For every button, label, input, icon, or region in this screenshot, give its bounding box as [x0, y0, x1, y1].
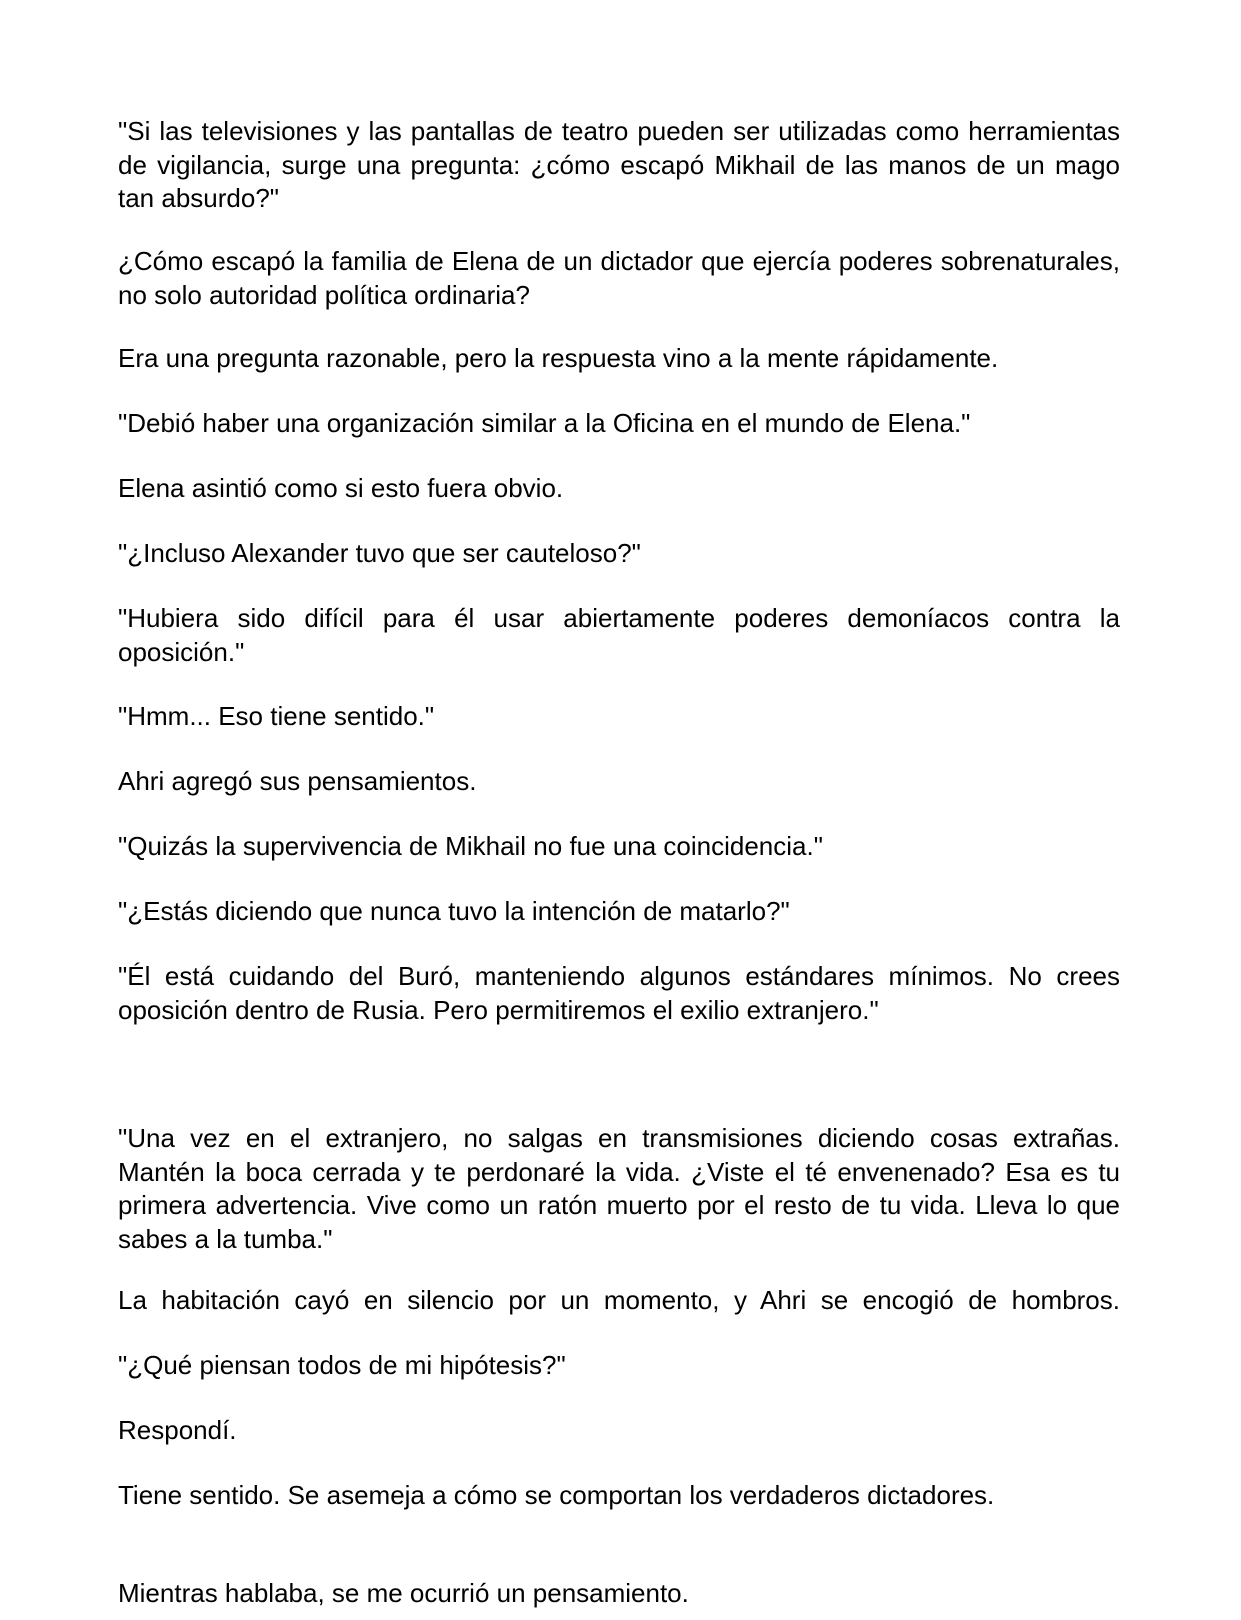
paragraph-18: Mientras hablaba, se me ocurrió un pensamiento.	[118, 1578, 689, 1608]
paragraph-14: La habitación cayó en silencio por un momento, y Ahri se encogió de hombros.	[118, 1285, 1120, 1315]
paragraph-8: "Hmm... Eso tiene sentido."	[118, 701, 435, 731]
paragraph-16: Respondí.	[118, 1415, 237, 1445]
paragraph-15: "¿Qué piensan todos de mi hipótesis?"	[118, 1350, 566, 1380]
paragraph-12: "Él está cuidando del Buró, manteniendo algunos estándares mínimos. No crees oposición dentro de Rusia. Pero permitiremos el exilio extranjero."	[118, 961, 1120, 1025]
paragraph-4: "Debió haber una organización similar a la Oficina en el mundo de Elena."	[118, 408, 971, 438]
paragraph-5: Elena asintió como si esto fuera obvio.	[118, 473, 564, 503]
paragraph-1: "Si las televisiones y las pantallas de teatro pueden ser utilizadas como herramientas de vigilancia, surge una pregunta: ¿cómo escapó Mikhail de las manos de un mago tan absurdo?"	[118, 116, 1120, 213]
paragraph-6: "¿Incluso Alexander tuvo que ser cauteloso?"	[118, 538, 641, 568]
paragraph-10: "Quizás la supervivencia de Mikhail no fue una coincidencia."	[118, 831, 823, 861]
paragraph-2: ¿Cómo escapó la familia de Elena de un dictador que ejercía poderes sobrenaturales, no solo autoridad política ordinaria?	[118, 246, 1120, 310]
paragraph-11: "¿Estás diciendo que nunca tuvo la intención de matarlo?"	[118, 896, 790, 926]
paragraph-13: "Una vez en el extranjero, no salgas en transmisiones diciendo cosas extrañas. Mantén la boca cerrada y te perdonaré la vida. ¿Viste el té envenenado? Esa es tu primera advertencia. Vive como un ratón muerto por el resto de tu vida. Lleva lo que sabes a la tumba."	[118, 1123, 1120, 1254]
paragraph-9: Ahri agregó sus pensamientos.	[118, 766, 477, 796]
paragraph-3: Era una pregunta razonable, pero la respuesta vino a la mente rápidamente.	[118, 343, 999, 373]
paragraph-17: Tiene sentido. Se asemeja a cómo se comportan los verdaderos dictadores.	[118, 1480, 995, 1510]
paragraph-7: "Hubiera sido difícil para él usar abiertamente poderes demoníacos contra la oposición."	[118, 603, 1120, 667]
